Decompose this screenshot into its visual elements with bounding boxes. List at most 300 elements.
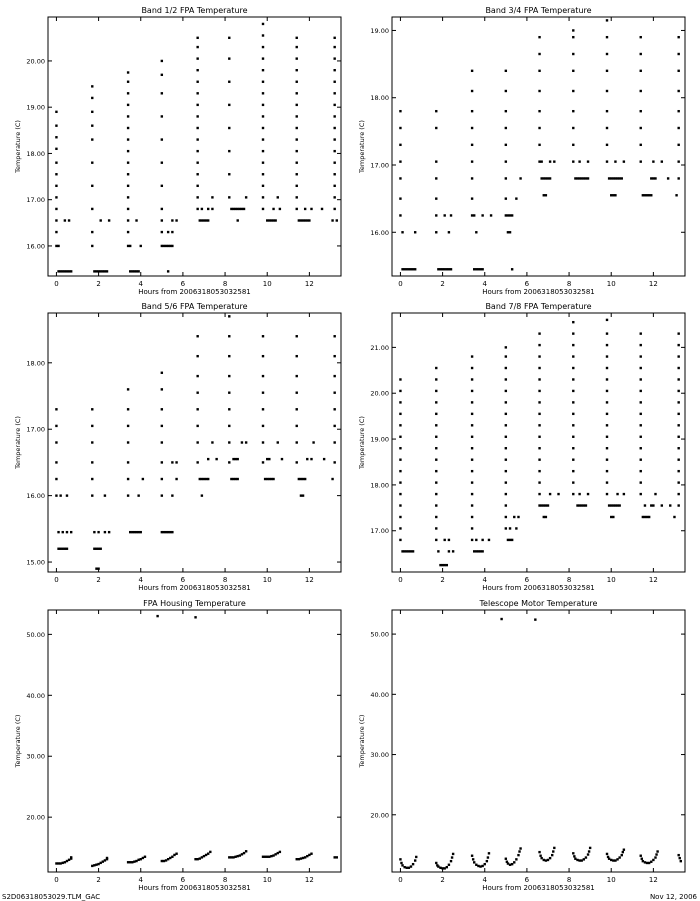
data-point bbox=[262, 173, 264, 175]
y-tick-label: 16.00 bbox=[26, 492, 45, 501]
data-point bbox=[450, 268, 452, 270]
x-tick-label: 2 bbox=[96, 576, 101, 584]
data-point bbox=[230, 478, 232, 480]
data-point bbox=[196, 391, 198, 393]
data-point bbox=[481, 865, 483, 867]
data-point bbox=[606, 70, 608, 72]
data-point bbox=[55, 208, 57, 210]
data-point bbox=[127, 208, 129, 210]
data-point bbox=[102, 860, 104, 862]
data-point bbox=[228, 173, 230, 175]
data-point bbox=[505, 493, 507, 495]
data-point bbox=[437, 268, 439, 270]
data-point bbox=[441, 268, 443, 270]
data-point bbox=[507, 231, 509, 233]
data-point bbox=[538, 160, 540, 162]
data-point bbox=[511, 863, 513, 865]
data-point bbox=[475, 539, 477, 541]
data-point bbox=[646, 862, 648, 864]
data-point bbox=[640, 160, 642, 162]
data-point bbox=[302, 478, 304, 480]
data-point bbox=[606, 367, 608, 369]
data-point bbox=[677, 36, 679, 38]
data-point bbox=[572, 332, 574, 334]
data-point bbox=[296, 196, 298, 198]
data-point bbox=[161, 425, 163, 427]
data-point bbox=[677, 367, 679, 369]
data-point bbox=[488, 539, 490, 541]
data-point bbox=[133, 531, 135, 533]
data-point bbox=[677, 344, 679, 346]
data-point bbox=[614, 160, 616, 162]
x-tick-label: 8 bbox=[566, 876, 572, 884]
data-point bbox=[511, 214, 513, 216]
data-point bbox=[539, 855, 541, 857]
data-point bbox=[308, 219, 310, 221]
data-point bbox=[655, 853, 657, 855]
data-point bbox=[62, 531, 64, 533]
data-point bbox=[97, 270, 99, 272]
data-point bbox=[399, 493, 401, 495]
data-point bbox=[262, 23, 264, 25]
data-point bbox=[272, 854, 274, 856]
data-point bbox=[403, 268, 405, 270]
data-point bbox=[610, 194, 612, 196]
data-point bbox=[473, 268, 475, 270]
data-point bbox=[310, 853, 312, 855]
data-point bbox=[545, 516, 547, 518]
data-point bbox=[509, 539, 511, 541]
data-point bbox=[196, 57, 198, 59]
data-point bbox=[477, 550, 479, 552]
data-point bbox=[515, 527, 517, 529]
x-tick-label: 6 bbox=[180, 280, 186, 288]
data-point bbox=[196, 185, 198, 187]
y-tick-label: 17.00 bbox=[370, 161, 389, 170]
data-point bbox=[443, 867, 445, 869]
data-point bbox=[553, 847, 555, 849]
data-point bbox=[237, 219, 239, 221]
data-point bbox=[161, 92, 163, 94]
data-point bbox=[606, 447, 608, 449]
data-point bbox=[557, 493, 559, 495]
data-point bbox=[654, 856, 656, 858]
data-point bbox=[243, 852, 245, 854]
data-point bbox=[310, 458, 312, 460]
data-point bbox=[640, 144, 642, 146]
data-point bbox=[612, 194, 614, 196]
data-point bbox=[262, 138, 264, 140]
data-point bbox=[228, 81, 230, 83]
data-point bbox=[640, 401, 642, 403]
data-point bbox=[205, 854, 207, 856]
data-point bbox=[589, 847, 591, 849]
data-point bbox=[161, 372, 163, 374]
data-point bbox=[129, 245, 131, 247]
data-point bbox=[471, 177, 473, 179]
x-tick-label: 6 bbox=[524, 280, 530, 288]
x-tick-label: 10 bbox=[606, 280, 616, 288]
data-point bbox=[490, 214, 492, 216]
data-point bbox=[266, 856, 268, 858]
data-point bbox=[471, 481, 473, 483]
data-point bbox=[488, 852, 490, 854]
data-point bbox=[412, 268, 414, 270]
data-point bbox=[549, 857, 551, 859]
data-point bbox=[574, 858, 576, 860]
data-point bbox=[55, 124, 57, 126]
data-point bbox=[161, 115, 163, 117]
data-point bbox=[232, 208, 234, 210]
data-point bbox=[104, 494, 106, 496]
data-point bbox=[203, 478, 205, 480]
data-point bbox=[127, 71, 129, 73]
chart-title: Telescope Motor Temperature bbox=[479, 599, 598, 608]
data-point bbox=[435, 197, 437, 199]
data-point bbox=[55, 478, 57, 480]
data-point bbox=[97, 531, 99, 533]
data-point bbox=[677, 854, 679, 856]
data-point bbox=[127, 408, 129, 410]
data-point bbox=[452, 853, 454, 855]
data-point bbox=[203, 219, 205, 221]
data-point bbox=[161, 531, 163, 533]
data-point bbox=[471, 144, 473, 146]
data-point bbox=[237, 478, 239, 480]
data-point bbox=[228, 57, 230, 59]
data-point bbox=[137, 494, 139, 496]
data-point bbox=[515, 858, 517, 860]
y-tick-label: 18.00 bbox=[26, 359, 45, 368]
data-point bbox=[333, 441, 335, 443]
data-point bbox=[505, 177, 507, 179]
data-point bbox=[477, 865, 479, 867]
data-point bbox=[55, 461, 57, 463]
data-point bbox=[161, 494, 163, 496]
data-point bbox=[414, 268, 416, 270]
data-point bbox=[156, 615, 158, 617]
data-point bbox=[333, 115, 335, 117]
data-point bbox=[471, 390, 473, 392]
data-point bbox=[677, 53, 679, 55]
data-point bbox=[538, 53, 540, 55]
data-point bbox=[435, 214, 437, 216]
data-point bbox=[513, 516, 515, 518]
data-point bbox=[400, 862, 402, 864]
y-tick-label: 19.00 bbox=[26, 103, 45, 112]
data-point bbox=[578, 177, 580, 179]
data-point bbox=[161, 161, 163, 163]
data-point bbox=[538, 367, 540, 369]
data-point bbox=[296, 92, 298, 94]
data-point bbox=[262, 425, 264, 427]
data-point bbox=[401, 864, 403, 866]
data-point bbox=[435, 862, 437, 864]
data-point bbox=[296, 173, 298, 175]
data-point bbox=[91, 478, 93, 480]
data-point bbox=[473, 214, 475, 216]
chart-title: Band 5/6 FPA Temperature bbox=[141, 302, 248, 311]
chart-panel-2 bbox=[358, 6, 685, 296]
data-point bbox=[654, 493, 656, 495]
data-point bbox=[277, 196, 279, 198]
data-point bbox=[573, 855, 575, 857]
data-point bbox=[435, 481, 437, 483]
data-point bbox=[572, 401, 574, 403]
y-tick-label: 19.00 bbox=[370, 435, 389, 444]
data-point bbox=[654, 177, 656, 179]
data-point bbox=[472, 858, 474, 860]
data-point bbox=[650, 194, 652, 196]
data-point bbox=[91, 111, 93, 113]
x-tick-label: 4 bbox=[482, 576, 487, 584]
data-point bbox=[127, 861, 129, 863]
data-point bbox=[640, 447, 642, 449]
data-point bbox=[230, 856, 232, 858]
data-point bbox=[127, 441, 129, 443]
chart-title: FPA Housing Temperature bbox=[143, 599, 246, 608]
data-point bbox=[475, 864, 477, 866]
data-point bbox=[435, 127, 437, 129]
data-point bbox=[505, 127, 507, 129]
data-point bbox=[171, 461, 173, 463]
data-point bbox=[448, 268, 450, 270]
data-point bbox=[333, 335, 335, 337]
data-point bbox=[70, 856, 72, 858]
data-point bbox=[161, 408, 163, 410]
data-point bbox=[196, 115, 198, 117]
data-point bbox=[435, 160, 437, 162]
data-point bbox=[435, 458, 437, 460]
x-tick-label: 8 bbox=[222, 876, 228, 884]
data-point bbox=[408, 268, 410, 270]
data-point bbox=[540, 504, 542, 506]
data-point bbox=[519, 847, 521, 849]
data-point bbox=[127, 388, 129, 390]
x-tick-label: 0 bbox=[398, 576, 403, 584]
x-tick-label: 4 bbox=[482, 876, 487, 884]
data-point bbox=[572, 70, 574, 72]
data-point bbox=[576, 177, 578, 179]
data-point bbox=[471, 516, 473, 518]
data-point bbox=[677, 447, 679, 449]
data-point bbox=[55, 196, 57, 198]
data-point bbox=[677, 378, 679, 380]
data-point bbox=[142, 478, 144, 480]
data-point bbox=[399, 413, 401, 415]
data-point bbox=[585, 504, 587, 506]
data-point bbox=[245, 196, 247, 198]
data-point bbox=[505, 390, 507, 392]
data-point bbox=[519, 177, 521, 179]
data-point bbox=[140, 858, 142, 860]
chart-panel-4 bbox=[358, 302, 685, 592]
data-point bbox=[677, 90, 679, 92]
data-point bbox=[614, 504, 616, 506]
data-point bbox=[572, 390, 574, 392]
data-point bbox=[505, 516, 507, 518]
data-point bbox=[540, 177, 542, 179]
data-point bbox=[448, 231, 450, 233]
data-point bbox=[435, 447, 437, 449]
data-point bbox=[505, 355, 507, 357]
data-point bbox=[677, 493, 679, 495]
data-point bbox=[171, 219, 173, 221]
data-point bbox=[435, 539, 437, 541]
data-point bbox=[471, 447, 473, 449]
y-tick-label: 18.00 bbox=[370, 94, 389, 103]
data-point bbox=[228, 408, 230, 410]
data-point bbox=[572, 321, 574, 323]
data-point bbox=[399, 527, 401, 529]
data-point bbox=[484, 863, 486, 865]
data-point bbox=[581, 177, 583, 179]
data-point bbox=[505, 110, 507, 112]
data-point bbox=[572, 436, 574, 438]
data-point bbox=[487, 856, 489, 858]
data-point bbox=[675, 194, 677, 196]
x-tick-label: 6 bbox=[524, 576, 530, 584]
data-point bbox=[207, 458, 209, 460]
data-point bbox=[165, 245, 167, 247]
data-point bbox=[331, 219, 333, 221]
data-point bbox=[614, 177, 616, 179]
x-tick-label: 6 bbox=[524, 876, 530, 884]
data-point bbox=[205, 219, 207, 221]
data-point bbox=[59, 548, 61, 550]
data-point bbox=[196, 161, 198, 163]
data-point bbox=[95, 548, 97, 550]
data-point bbox=[127, 461, 129, 463]
data-point bbox=[471, 413, 473, 415]
data-point bbox=[62, 270, 64, 272]
data-point bbox=[578, 504, 580, 506]
data-point bbox=[333, 185, 335, 187]
data-point bbox=[196, 425, 198, 427]
data-point bbox=[196, 81, 198, 83]
data-point bbox=[616, 858, 618, 860]
data-point bbox=[543, 859, 545, 861]
data-point bbox=[401, 268, 403, 270]
chart-panel-5 bbox=[14, 599, 341, 892]
data-point bbox=[237, 208, 239, 210]
data-point bbox=[55, 185, 57, 187]
data-point bbox=[131, 861, 133, 863]
data-point bbox=[414, 859, 416, 861]
data-point bbox=[270, 478, 272, 480]
data-point bbox=[272, 219, 274, 221]
data-point bbox=[538, 127, 540, 129]
data-point bbox=[127, 138, 129, 140]
data-point bbox=[642, 194, 644, 196]
data-point bbox=[578, 493, 580, 495]
data-point bbox=[331, 478, 333, 480]
data-point bbox=[576, 504, 578, 506]
data-point bbox=[161, 245, 163, 247]
data-point bbox=[230, 208, 232, 210]
data-point bbox=[306, 855, 308, 857]
data-point bbox=[612, 859, 614, 861]
data-point bbox=[446, 866, 448, 868]
x-tick-label: 10 bbox=[262, 576, 272, 584]
data-point bbox=[306, 219, 308, 221]
data-point bbox=[443, 564, 445, 566]
x-tick-label: 4 bbox=[138, 576, 143, 584]
data-point bbox=[471, 90, 473, 92]
data-point bbox=[399, 539, 401, 541]
data-point bbox=[142, 857, 144, 859]
data-point bbox=[572, 424, 574, 426]
data-point bbox=[135, 270, 137, 272]
data-point bbox=[296, 441, 298, 443]
data-point bbox=[677, 127, 679, 129]
plot-frame bbox=[392, 610, 685, 872]
data-point bbox=[475, 550, 477, 552]
data-point bbox=[55, 219, 57, 221]
y-tick-label: 20.00 bbox=[370, 811, 389, 820]
data-point bbox=[296, 57, 298, 59]
data-point bbox=[401, 231, 403, 233]
data-point bbox=[167, 231, 169, 233]
data-point bbox=[333, 391, 335, 393]
chart-panel-6 bbox=[358, 599, 685, 892]
data-point bbox=[298, 858, 300, 860]
data-point bbox=[538, 332, 540, 334]
data-point bbox=[97, 567, 99, 569]
data-point bbox=[144, 856, 146, 858]
data-point bbox=[549, 177, 551, 179]
data-point bbox=[161, 74, 163, 76]
data-point bbox=[677, 177, 679, 179]
data-point bbox=[161, 138, 163, 140]
data-point bbox=[399, 470, 401, 472]
data-point bbox=[173, 854, 175, 856]
data-point bbox=[511, 268, 513, 270]
data-point bbox=[618, 856, 620, 858]
data-point bbox=[70, 531, 72, 533]
data-point bbox=[606, 110, 608, 112]
data-point bbox=[95, 567, 97, 569]
data-point bbox=[262, 335, 264, 337]
data-point bbox=[587, 493, 589, 495]
data-point bbox=[196, 441, 198, 443]
data-point bbox=[333, 138, 335, 140]
data-point bbox=[135, 531, 137, 533]
y-axis-label: Temperature (C) bbox=[14, 416, 22, 469]
data-point bbox=[441, 564, 443, 566]
data-point bbox=[127, 478, 129, 480]
data-point bbox=[543, 177, 545, 179]
data-point bbox=[473, 861, 475, 863]
data-point bbox=[477, 268, 479, 270]
data-point bbox=[175, 219, 177, 221]
data-point bbox=[336, 856, 338, 858]
data-point bbox=[583, 858, 585, 860]
data-point bbox=[543, 504, 545, 506]
data-point bbox=[129, 270, 131, 272]
data-point bbox=[538, 355, 540, 357]
data-point bbox=[452, 550, 454, 552]
data-point bbox=[572, 447, 574, 449]
y-tick-label: 16.00 bbox=[26, 242, 45, 251]
data-point bbox=[471, 436, 473, 438]
data-point bbox=[399, 197, 401, 199]
data-point bbox=[57, 548, 59, 550]
data-point bbox=[167, 531, 169, 533]
data-point bbox=[333, 355, 335, 357]
data-point bbox=[93, 548, 95, 550]
data-point bbox=[91, 208, 93, 210]
